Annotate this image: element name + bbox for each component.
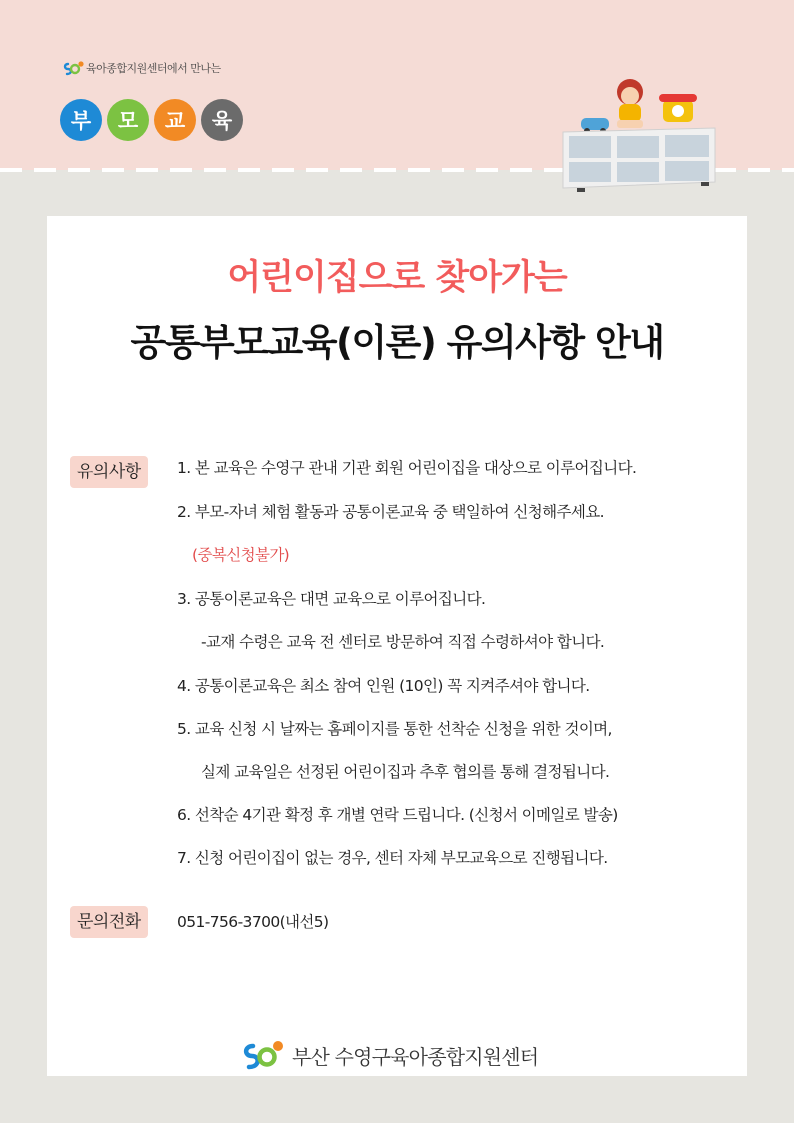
badge-char: 교 [164,109,186,133]
badge-bu [60,99,102,141]
notice-item: 6. 선착순 4기관 확정 후 개별 연락 드립니다. (신청서 이메일로 발송) [177,806,618,824]
contact-label: 문의전화 [70,906,148,938]
badge-yuk [201,99,243,141]
badge-gyo [154,99,196,141]
notice-item-note: (중복신청불가) [192,546,290,564]
title-line1: 어린이집으로 찾아가는 [227,258,567,298]
center-logo-icon [62,58,84,78]
notice-item: 3. 공통이론교육은 대면 교육으로 이루어집니다. [177,590,486,608]
notice-item: 4. 공통이론교육은 최소 참여 인원 (10인) 꼭 지켜주셔야 합니다. [177,677,590,695]
parent-education-badges [60,99,243,141]
notice-item: 5. 교육 신청 시 날짜는 홈페이지를 통한 선착순 신청을 위한 것이며, [177,720,612,738]
notice-item-sub: -교재 수령은 교육 전 센터로 방문하여 직접 수령하셔야 합니다. [201,633,605,651]
brand-subtitle: 육아종합지원센터에서 만나는 [86,62,221,75]
notice-label: 유의사항 [70,456,148,488]
notice-item: 1. 본 교육은 수영구 관내 기관 회원 어린이집을 대상으로 이루어집니다. [177,459,637,477]
badge-char: 부 [70,109,92,133]
badge-mo [107,99,149,141]
footer [240,1036,538,1074]
toy-shelf-illustration [555,70,725,194]
badge-char: 육 [211,109,233,133]
center-logo-icon [240,1036,284,1074]
notice-item: 2. 부모-자녀 체험 활동과 공통이론교육 중 택일하여 신청해주세요. [177,503,604,521]
notice-item-sub: 실제 교육일은 선정된 어린이집과 추후 협의를 통해 결정됩니다. [201,763,610,781]
badge-char: 모 [117,109,139,133]
notice-item: 7. 신청 어린이집이 없는 경우, 센터 자체 부모교육으로 진행됩니다. [177,849,608,867]
brand-header [62,58,221,78]
footer-org-name: 부산 수영구육아종합지원센터 [292,1044,539,1069]
contact-phone: 051-756-3700(내선5) [177,913,329,931]
title-line2: 공통부모교육(이론) 유의사항 안내 [130,321,664,364]
